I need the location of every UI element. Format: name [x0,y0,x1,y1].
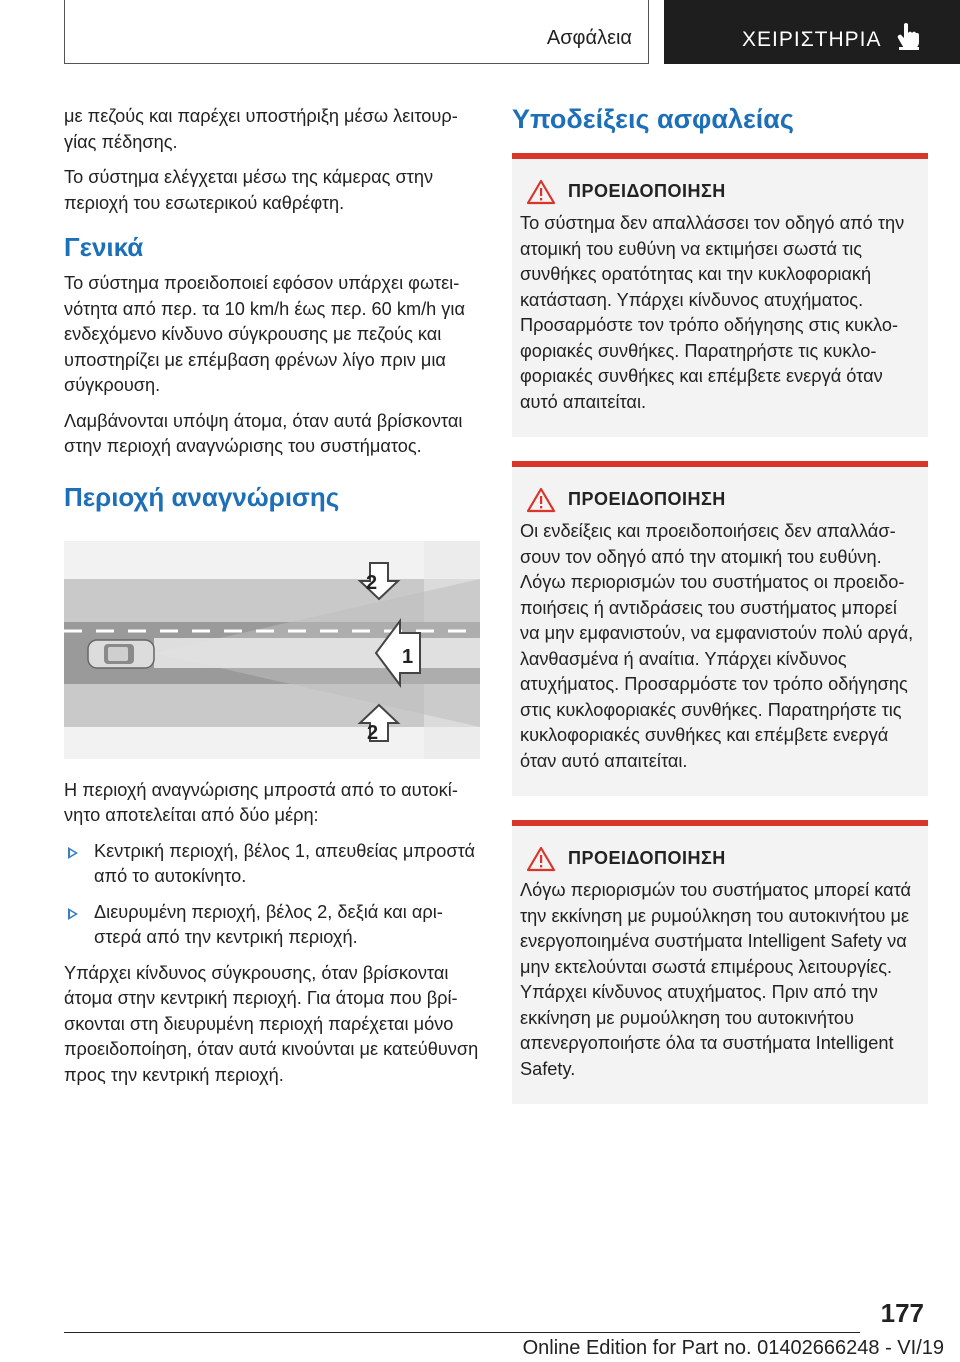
section-title: Ασφάλεια [546,27,632,49]
intro-paragraph-1: με πεζούς και παρέχει υποστήριξη μέσω λειτουργίας πέδησης. [64,106,458,152]
left-column [64,104,484,1098]
svg-text:2: 2 [367,721,379,744]
triangle-bullet-icon [68,847,78,859]
warning-text: Οι ενδείξεις και προειδοποιήσεις δεν απαλλάσσουν τον οδηγό από την ατομική του ευθύνη. Λόγω περιορισμών του συστήματος οι προειδοποιήσεις ή αντιδράσεις του συστήματος μπορεί να μην εμφανιστούν, να εμφανιστούν πολύ αργά, λανθασμένα ή αναίτια. Υπάρχει κίνδυνος ατυχήματος. Προσαρμόστε τον τρόπο οδήγησης στις κυκλοφοριακές συνθήκες. Παρατηρήστε τις κυκλοφοριακές συνθήκες και επέμβετε ενεργά όταν αυτό απαιτείται. [520,521,914,771]
page-number: 177 [880,1298,924,1328]
svg-text:1: 1 [402,645,414,668]
svg-text:2: 2 [366,571,378,594]
warning-box [512,153,928,437]
header-chapter-box [664,0,960,64]
warning-triangle-icon [526,179,556,205]
general-paragraph-2: Λαμβάνονται υπόψη άτομα, όταν αυτά βρίσκονται στην περιοχή αναγνώρισης του συστήματος. [64,410,463,456]
header-section-box [64,0,649,64]
warning-title: ΠΡΟΕΙΔΟΠΟΙΗΣΗ [568,489,726,509]
footer-edition: Online Edition for Part no. 01402666248 - VI/19 [522,1337,944,1359]
hand-pointer-icon [896,22,922,50]
warning-box [512,461,928,796]
detection-paragraph-2: Υπάρχει κίνδυνος σύγκρουσης, όταν βρίσκονται άτομα στην κεντρική περιοχή. Για άτομα που βρίσκονται στη διευρυμένη περιοχή παρέχεται μόνο προειδοποίηση, όταν αυτά κινούνται με κατεύθυνση προς την κεντρική περιοχή. [64,962,479,1085]
warning-text: Το σύστημα δεν απαλλάσσει τον οδηγό από την ατομική του ευθύνη να εκτιμήσει σωστά τις συνθήκες ορατότητας και την κυκλοφοριακή κατάσταση. Υπάρχει κίνδυνος ατυχήματος. Προσαρμόστε τον τρόπο οδήγησης στις κυκλοφοριακές συνθήκες. Παρατηρήστε τις κυκλοφοριακές συνθήκες και επέμβετε ενεργά όταν αυτό απαιτείται. [520,213,905,412]
right-column [512,104,928,1128]
warning-title: ΠΡΟΕΙΔΟΠΟΙΗΣΗ [568,848,726,868]
warning-title: ΠΡΟΕΙΔΟΠΟΙΗΣΗ [568,181,726,201]
detection-area-diagram [64,541,480,759]
list-item: Διευρυμένη περιοχή, βέλος 2, δεξιά και αριστερά από την κεντρική περιοχή. [64,900,484,951]
detection-heading: Περιοχή αναγνώρισης [64,481,340,512]
triangle-bullet-icon [68,908,78,920]
warning-triangle-icon [526,487,556,513]
warning-text: Λόγω περιορισμών του συστήματος μπορεί κατά την εκκίνηση με ρυμούλκηση του αυτοκινήτου με ενεργοποιημένα συστήματα Intelligent Safety να μην εκτελούνται σωστά επιμέρους λειτουργίες. Υπάρχει κίνδυνος ατυχήματος. Πριν από την εκκίνηση με ρυμούλκηση του αυτοκινήτου απενεργοποιήστε όλα τα συστήματα Intelligent Safety. [520,880,912,1079]
chapter-title: ΧΕΙΡΙΣΤΗΡΙΑ [742,28,882,51]
warning-triangle-icon [526,846,556,872]
intro-paragraph-2: Το σύστημα ελέγχεται μέσω της κάμερας στην περιοχή του εσωτερικού καθρέφτη. [64,167,434,213]
footer-divider [64,1332,860,1333]
car-icon [88,640,154,668]
detection-paragraph-1: Η περιοχή αναγνώρισης μπροστά από το αυτοκίνητο αποτελείται από δύο μέρη: [64,779,458,825]
general-paragraph-1: Το σύστημα προειδοποιεί εφόσον υπάρχει φωτεινότητα από περ. τα 10 km/h έως περ. 60 km/h για ενδεχόμενο κίνδυνο σύγκρουσης με πεζούς και υποστηρίζει με επέμβαση φρένων λίγο πριν μια σύγκρουση. [64,273,465,395]
warning-box [512,820,928,1104]
safety-notes-heading: Υποδείξεις ασφαλείας [512,104,794,134]
general-heading: Γενικά [64,232,144,262]
list-item: Κεντρική περιοχή, βέλος 1, απευθείας μπροστά από το αυτοκίνητο. [64,839,484,890]
detection-list [64,839,484,951]
